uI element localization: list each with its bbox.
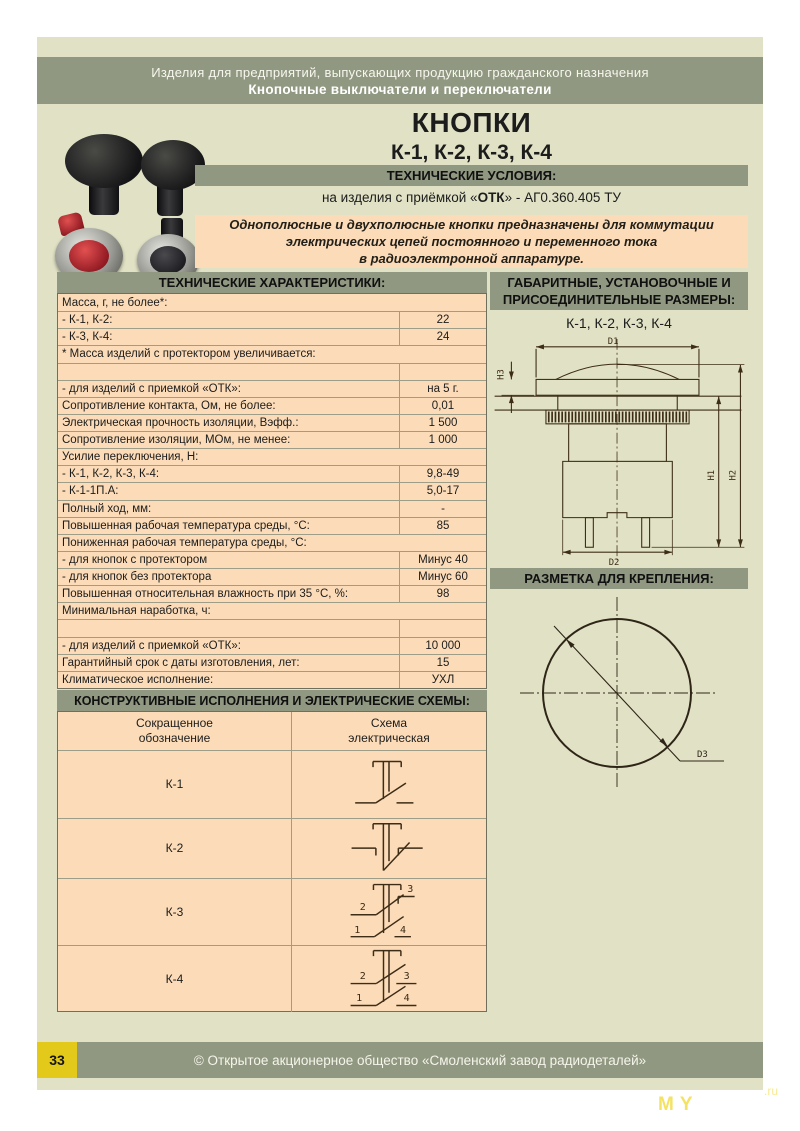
table-row: - для изделий с приемкой «ОТК»: 10 000 — [58, 637, 486, 654]
svg-text:3: 3 — [407, 883, 414, 895]
table-row — [58, 363, 486, 380]
table-row: Полный ход, мм: - — [58, 500, 486, 517]
mounting-header-bar: РАЗМЕТКА ДЛЯ КРЕПЛЕНИЯ: — [490, 568, 748, 589]
tu-header-bar: ТЕХНИЧЕСКИЕ УСЛОВИЯ: — [195, 165, 748, 186]
table-row — [58, 945, 486, 1012]
dimensions-header-bar: ГАБАРИТНЫЕ, УСТАНОВОЧНЫЕ И ПРИСОЕДИНИТЕЛЬНЫЕ РАЗМЕРЫ: — [490, 272, 748, 310]
dim-label-h3: H3 — [496, 369, 507, 380]
table-row: Минимальная наработка, ч: — [58, 602, 486, 619]
svg-text:4: 4 — [399, 925, 407, 937]
table-row: * Масса изделий с протектором увеличивается: — [58, 345, 486, 362]
table-row — [58, 619, 486, 636]
schematic-k2 — [339, 820, 439, 878]
designation: К-3 — [165, 904, 184, 919]
svg-text:1: 1 — [356, 992, 363, 1004]
characteristics-table — [57, 293, 487, 689]
table-row: - для кнопок без протектора Минус 60 — [58, 568, 486, 585]
table-row: - для изделий с приемкой «ОТК»: на 5 г. — [58, 380, 486, 397]
table-row: Сопротивление контакта, Ом, не более: 0,01 — [58, 397, 486, 414]
model-list: К-1, К-2, К-3, К-4 — [391, 141, 552, 164]
dimension-drawing — [490, 335, 748, 567]
table-row: - для кнопок с протектором Минус 40 — [58, 551, 486, 568]
table-row: Пониженная рабочая температура среды, °С: — [58, 534, 486, 551]
watermark: MY — [658, 1094, 699, 1115]
svg-text:3: 3 — [403, 971, 410, 982]
designation: К-2 — [165, 841, 184, 855]
table-row — [58, 818, 486, 878]
dim-label-d1: D1 — [607, 336, 619, 347]
table-row: Климатическое исполнение: УХЛ — [58, 671, 486, 688]
schematic-k3 — [339, 880, 439, 944]
title-block — [195, 107, 748, 165]
schemes-table-header: Сокращенное обозначение Схема электрическая — [58, 712, 486, 750]
header-line1: Изделия для предприятий, выпускающих продукцию гражданского назначения — [151, 64, 649, 80]
dim-label-d3: D3 — [697, 750, 708, 760]
description-note: Однополюсные и двухполюсные кнопки предназначены для коммутации электрических цепей постоянного и переменного тока в радиоэлектронной аппаратуре. — [195, 215, 748, 268]
page-title: КНОПКИ — [411, 107, 532, 138]
table-row — [58, 750, 486, 818]
tu-line: на изделия с приёмкой «ОТК» - АГ0.360.405 ТУ — [321, 190, 622, 205]
schematic-k1 — [339, 754, 439, 816]
svg-text:1: 1 — [354, 925, 361, 937]
table-row: Электрическая прочность изоляции, Вэфф.: 1 500 — [58, 414, 486, 431]
table-row: - К-1, К-2: 22 — [58, 311, 486, 328]
table-row: Усилие переключения, Н: — [58, 448, 486, 465]
designation: К-4 — [165, 971, 184, 986]
table-row: Повышенная относительная влажность при 35 °С, %: 98 — [58, 585, 486, 602]
schemes-table — [57, 711, 487, 1012]
table-row: Повышенная рабочая температура среды, °С: 85 — [58, 517, 486, 534]
table-row: Масса, г, не более*: — [62, 296, 168, 309]
table-row: Сопротивление изоляции, МОм, не менее: 1 000 — [58, 431, 486, 448]
characteristics-header-bar: ТЕХНИЧЕСКИЕ ХАРАКТЕРИСТИКИ: — [57, 272, 487, 293]
table-row: Гарантийный срок с даты изготовления, лет: 15 — [58, 654, 486, 671]
dim-label-d2: D2 — [608, 558, 620, 567]
svg-text:2: 2 — [359, 902, 366, 914]
footer-bar — [37, 1042, 763, 1078]
header-band — [37, 57, 763, 104]
table-row: - К-1, К-2, К-3, К-4: 9,8-49 — [58, 465, 486, 482]
dimensions-models: К-1, К-2, К-3, К-4 — [566, 315, 672, 331]
designation: К-1 — [165, 777, 184, 791]
dim-label-h1: H1 — [706, 469, 717, 481]
page-sheet — [37, 37, 763, 1090]
copyright-text: © Открытое акционерное общество «Смоленский завод радиодеталей» — [193, 1052, 647, 1068]
table-row — [58, 878, 486, 945]
table-row: - К-1-1П.А: 5,0-17 — [58, 482, 486, 499]
header-line2: Кнопочные выключатели и переключатели — [248, 81, 552, 97]
table-row: - К-3, К-4: 24 — [58, 328, 486, 345]
svg-text:2: 2 — [359, 971, 366, 982]
page-number: 33 — [37, 1042, 77, 1078]
schematic-k4 — [339, 947, 439, 1011]
dim-label-h2: H2 — [728, 469, 739, 481]
mounting-drawing — [490, 593, 748, 805]
button-cap-1 — [65, 134, 143, 188]
watermark-suffix: .ru — [764, 1084, 779, 1098]
svg-text:4: 4 — [403, 992, 410, 1004]
schemes-header-bar: КОНСТРУКТИВНЫЕ ИСПОЛНЕНИЯ И ЭЛЕКТРИЧЕСКИЕ СХЕМЫ: — [57, 690, 487, 711]
